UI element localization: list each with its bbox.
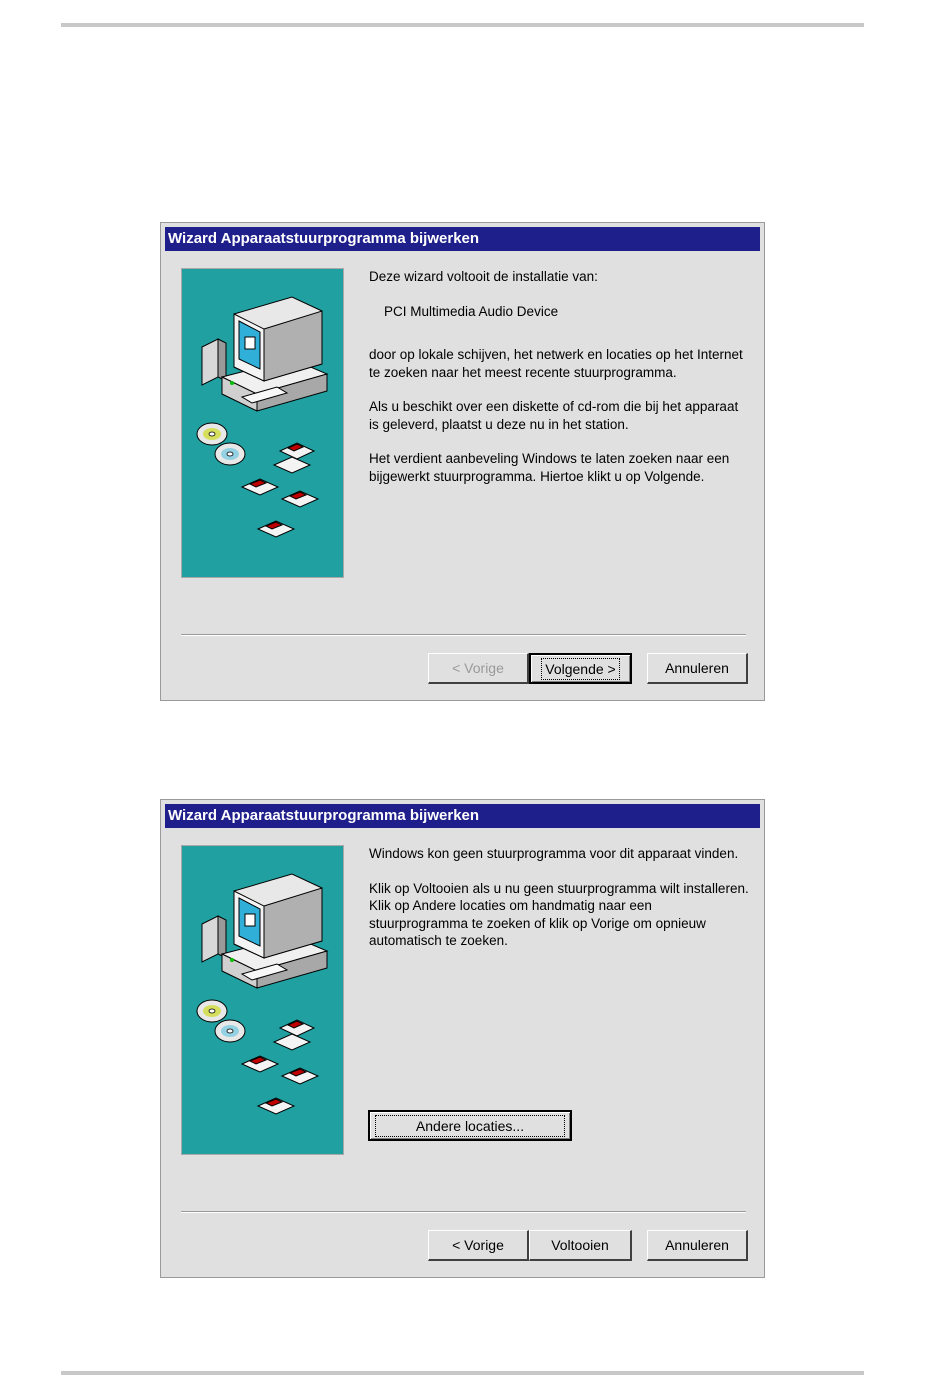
wizard-illustration-panel [181, 845, 344, 1155]
cd-icon [197, 1000, 245, 1042]
back-button-label: < Vorige [452, 660, 504, 676]
back-button[interactable] [428, 1230, 529, 1261]
floppy-disk-icon [242, 443, 318, 537]
wizard-dialog-install [160, 222, 765, 701]
recommendation-text: Het verdient aanbeveling Windows te laten zoeken naar een bijgewerkt stuurprogramma. Hiertoe klikt u op Volgende. [369, 451, 730, 484]
cancel-button[interactable] [647, 653, 748, 684]
next-button[interactable] [529, 653, 632, 684]
wizard-dialog-not-found [160, 799, 765, 1278]
back-button[interactable] [428, 653, 529, 684]
disk-instruction: Als u beschikt over een diskette of cd-rom die bij het apparaat is geleverd, plaatst u deze nu in het station. [369, 399, 739, 432]
other-locations-button[interactable] [368, 1110, 572, 1141]
floppy-disk-icon [242, 1020, 318, 1114]
cd-icon [197, 423, 245, 465]
page-bottom-rule [61, 1371, 864, 1375]
cancel-button-label: Annuleren [665, 660, 729, 676]
cancel-button-label: Annuleren [665, 1237, 729, 1253]
other-locations-button-label: Andere locaties... [375, 1115, 565, 1137]
dialog-title: Wizard Apparaatstuurprogramma bijwerken [165, 227, 760, 251]
button-separator [181, 1211, 746, 1213]
wizard-illustration-panel [181, 268, 344, 578]
not-found-text: Windows kon geen stuurprogramma voor dit apparaat vinden. [369, 846, 739, 861]
dialog-content [369, 268, 749, 502]
finish-button[interactable] [529, 1230, 632, 1261]
computer-illustration-icon [182, 269, 343, 577]
back-button-label: < Vorige [452, 1237, 504, 1253]
device-name: PCI Multimedia Audio Device [384, 303, 559, 319]
computer-illustration-icon [182, 846, 343, 1154]
button-separator [181, 634, 746, 636]
intro-text: Deze wizard voltooit de installatie van: [369, 269, 598, 284]
search-description: door op lokale schijven, het netwerk en locaties op het Internet te zoeken naar het meest recente stuurprogramma. [369, 347, 743, 380]
next-button-label: Volgende > [541, 658, 619, 680]
finish-button-label: Voltooien [551, 1237, 609, 1253]
page-top-rule [61, 23, 864, 27]
dialog-title: Wizard Apparaatstuurprogramma bijwerken [165, 804, 760, 828]
dialog-content [369, 845, 749, 967]
options-description: Klik op Voltooien als u nu geen stuurprogramma wilt installeren. Klik op Andere locaties om handmatig naar een stuurprogramma te zoeken of klik op Vorige om opnieuw automatisch te zoeken. [369, 880, 749, 948]
cancel-button[interactable] [647, 1230, 748, 1261]
